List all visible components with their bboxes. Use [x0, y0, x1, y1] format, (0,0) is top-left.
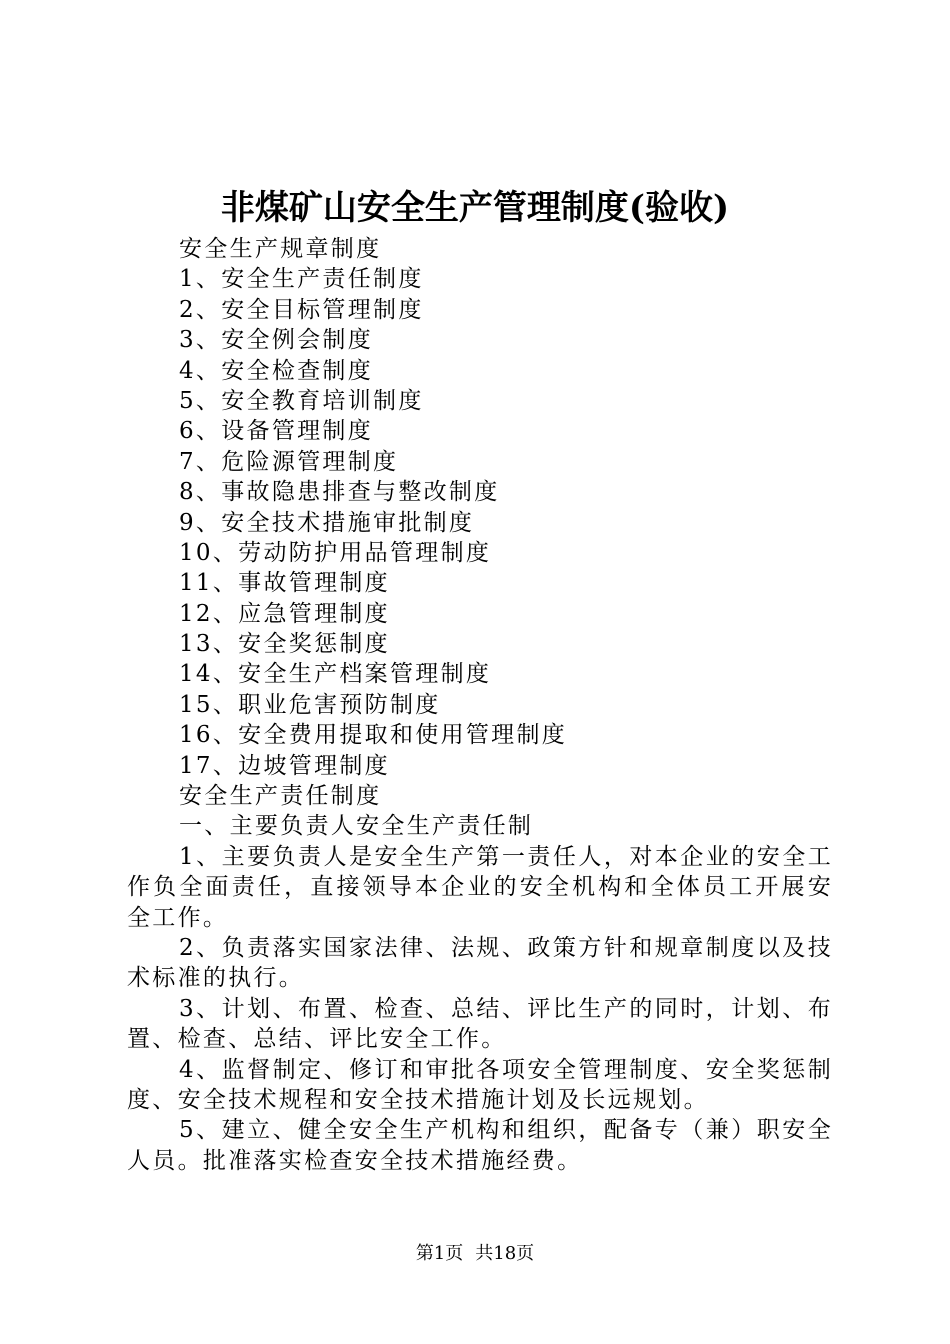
body-line: 10、劳动防护用品管理制度	[179, 539, 492, 566]
body-line: 14、安全生产档案管理制度	[179, 661, 492, 688]
document-body	[127, 234, 833, 1176]
page-number: 第1页	[415, 1243, 464, 1264]
body-line: 7、危险源管理制度	[179, 448, 399, 475]
page-footer	[0, 1242, 950, 1266]
body-line: 9、安全技术措施审批制度	[179, 509, 475, 536]
body-line: 8、事故隐患排查与整改制度	[179, 479, 500, 506]
body-line: 4、安全检查制度	[179, 357, 374, 384]
body-line: 17、边坡管理制度	[179, 752, 390, 779]
body-paragraph: 2、负责落实国家法律、法规、政策方针和规章制度以及技术标准的执行。	[127, 935, 833, 992]
body-line: 6、设备管理制度	[179, 418, 374, 445]
body-line: 13、安全奖惩制度	[179, 631, 390, 658]
body-paragraph: 5、建立、健全安全生产机构和组织，配备专（兼）职安全人员。批准落实检查安全技术措施经费。	[127, 1117, 833, 1174]
body-line: 15、职业危害预防制度	[179, 691, 441, 718]
body-paragraph: 1、主要负责人是安全生产第一责任人，对本企业的安全工作负全面责任，直接领导本企业的安全机构和全体员工开展安全工作。	[127, 843, 833, 931]
body-line: 安全生产规章制度	[179, 236, 382, 262]
body-line: 1、安全生产责任制度	[179, 266, 424, 293]
body-line: 2、安全目标管理制度	[179, 296, 424, 323]
body-line: 5、安全教育培训制度	[179, 387, 424, 414]
body-line: 一、主要负责人安全生产责任制	[179, 813, 534, 840]
body-paragraph: 4、监督制定、修订和审批各项安全管理制度、安全奖惩制度、安全技术规程和安全技术措施计划及长远规划。	[127, 1056, 833, 1114]
page-total: 共18页	[475, 1243, 535, 1264]
body-line: 安全生产责任制度	[179, 783, 382, 810]
body-paragraph: 3、计划、布置、检查、总结、评比生产的同时，计划、布置、检查、总结、评比安全工作。	[127, 995, 833, 1053]
body-line: 12、应急管理制度	[179, 600, 390, 627]
body-line: 16、安全费用提取和使用管理制度	[179, 722, 568, 749]
document-title: 非煤矿山安全生产管理制度(验收)	[220, 188, 730, 228]
body-line: 3、安全例会制度	[179, 327, 374, 354]
body-line: 11、事故管理制度	[179, 570, 390, 597]
